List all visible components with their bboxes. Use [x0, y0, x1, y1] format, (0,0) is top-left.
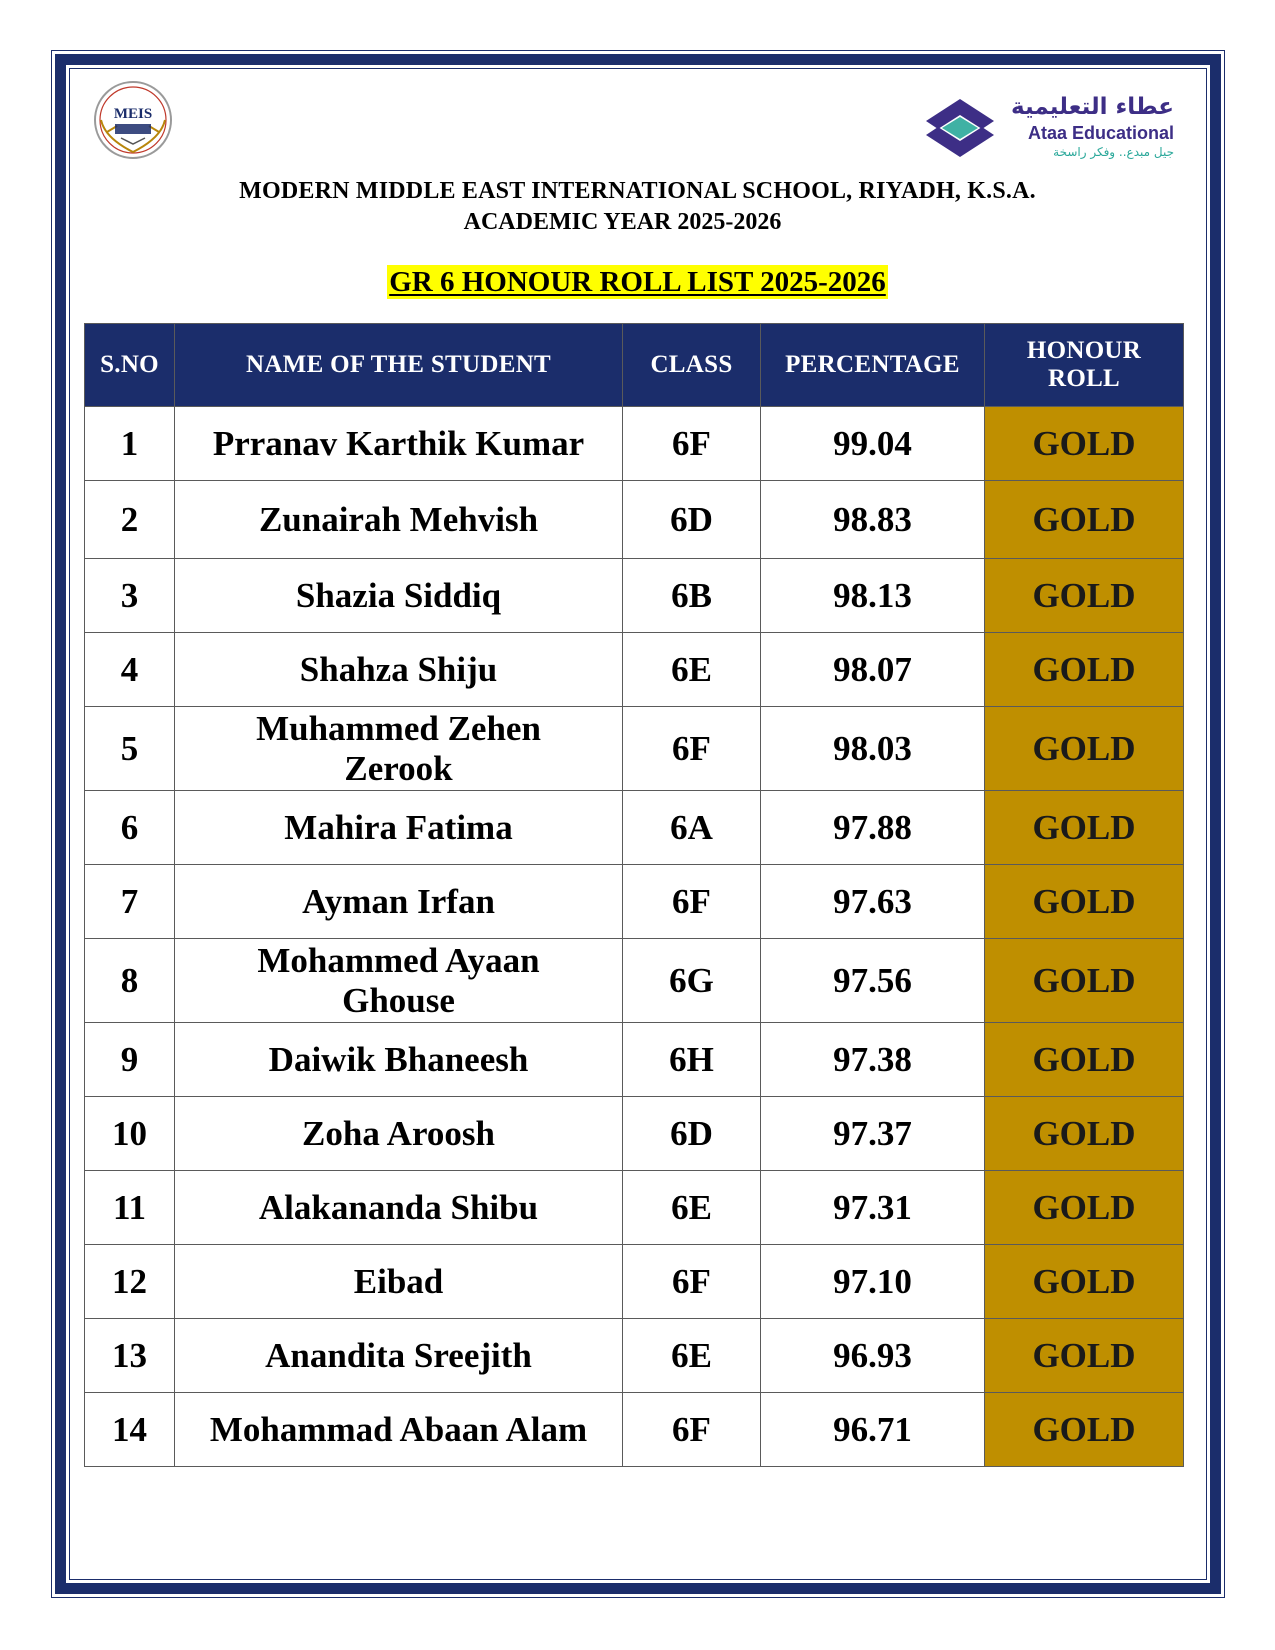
cell-name: Mohammad Abaan Alam [175, 1393, 623, 1467]
ataa-mark-icon [920, 95, 1000, 161]
ataa-arabic-name: عطاء التعليمية [1011, 94, 1174, 120]
cell-percentage: 98.07 [761, 633, 985, 707]
cell-honour: GOLD [985, 633, 1184, 707]
table-row [85, 1097, 1184, 1171]
cell-class: 6F [623, 407, 761, 481]
cell-honour: GOLD [985, 707, 1184, 791]
cell-class: 6G [623, 939, 761, 1023]
cell-percentage: 96.71 [761, 1393, 985, 1467]
table-row [85, 1319, 1184, 1393]
cell-sno: 5 [85, 707, 175, 791]
cell-sno: 6 [85, 791, 175, 865]
cell-sno: 3 [85, 559, 175, 633]
cell-name: Eibad [175, 1245, 623, 1319]
cell-class: 6D [623, 1097, 761, 1171]
ataa-tagline: جيل مبدع.. وفكر راسخة [1053, 145, 1174, 159]
cell-name: Anandita Sreejith [175, 1319, 623, 1393]
cell-honour: GOLD [985, 865, 1184, 939]
table-row [85, 633, 1184, 707]
cell-name: Zunairah Mehvish [175, 481, 623, 559]
table-row [85, 939, 1184, 1023]
cell-name: Prranav Karthik Kumar [175, 407, 623, 481]
cell-class: 6B [623, 559, 761, 633]
table-row [85, 707, 1184, 791]
table-row [85, 791, 1184, 865]
cell-name: Mahira Fatima [175, 791, 623, 865]
cell-honour: GOLD [985, 481, 1184, 559]
cell-honour: GOLD [985, 1023, 1184, 1097]
cell-class: 6E [623, 1171, 761, 1245]
meis-logo-text: MEIS [113, 106, 153, 122]
ataa-educational-logo [920, 93, 1172, 165]
cell-name: Shazia Siddiq [175, 559, 623, 633]
table-header-row [85, 324, 1184, 407]
list-title: GR 6 HONOUR ROLL LIST 2025-2026 [389, 266, 886, 298]
cell-sno: 13 [85, 1319, 175, 1393]
cell-sno: 10 [85, 1097, 175, 1171]
cell-sno: 4 [85, 633, 175, 707]
cell-class: 6F [623, 707, 761, 791]
cell-sno: 11 [85, 1171, 175, 1245]
table-row [85, 865, 1184, 939]
cell-sno: 8 [85, 939, 175, 1023]
cell-class: 6D [623, 481, 761, 559]
cell-name: Alakananda Shibu [175, 1171, 623, 1245]
ataa-english-name: Ataa Educational [1027, 123, 1174, 143]
cell-honour: GOLD [985, 791, 1184, 865]
column-header-class: CLASS [623, 324, 761, 407]
column-header-sno: S.NO [85, 324, 175, 407]
cell-percentage: 99.04 [761, 407, 985, 481]
cell-class: 6F [623, 1393, 761, 1467]
cell-name: Zoha Aroosh [175, 1097, 623, 1171]
cell-name: Muhammed Zehen Zerook [175, 707, 623, 791]
cell-name: Shahza Shiju [175, 633, 623, 707]
cell-honour: GOLD [985, 559, 1184, 633]
table-row [85, 1023, 1184, 1097]
column-header-percentage: PERCENTAGE [761, 324, 985, 407]
cell-sno: 2 [85, 481, 175, 559]
academic-year: ACADEMIC YEAR 2025-2026 [463, 209, 782, 235]
cell-honour: GOLD [985, 407, 1184, 481]
cell-percentage: 97.38 [761, 1023, 985, 1097]
table-row [85, 1393, 1184, 1467]
cell-percentage: 97.37 [761, 1097, 985, 1171]
table-row [85, 559, 1184, 633]
cell-class: 6E [623, 1319, 761, 1393]
cell-name: Daiwik Bhaneesh [175, 1023, 623, 1097]
cell-sno: 1 [85, 407, 175, 481]
cell-percentage: 97.63 [761, 865, 985, 939]
cell-sno: 12 [85, 1245, 175, 1319]
cell-percentage: 98.13 [761, 559, 985, 633]
cell-percentage: 97.88 [761, 791, 985, 865]
cell-class: 6H [623, 1023, 761, 1097]
cell-class: 6F [623, 1245, 761, 1319]
cell-honour: GOLD [985, 1319, 1184, 1393]
cell-honour: GOLD [985, 1393, 1184, 1467]
column-header-name: NAME OF THE STUDENT [175, 324, 623, 407]
table-row [85, 1245, 1184, 1319]
table-row [85, 407, 1184, 481]
cell-percentage: 96.93 [761, 1319, 985, 1393]
honour-roll-table [84, 323, 1184, 1467]
cell-name: Ayman Irfan [175, 865, 623, 939]
cell-class: 6A [623, 791, 761, 865]
cell-sno: 14 [85, 1393, 175, 1467]
cell-class: 6F [623, 865, 761, 939]
cell-sno: 7 [85, 865, 175, 939]
cell-honour: GOLD [985, 1245, 1184, 1319]
column-header-honour-roll: HONOUR ROLL [985, 324, 1184, 407]
cell-sno: 9 [85, 1023, 175, 1097]
cell-percentage: 97.10 [761, 1245, 985, 1319]
cell-honour: GOLD [985, 1097, 1184, 1171]
cell-class: 6E [623, 633, 761, 707]
cell-percentage: 98.83 [761, 481, 985, 559]
list-title-container [0, 265, 1275, 299]
table-row [85, 1171, 1184, 1245]
cell-honour: GOLD [985, 939, 1184, 1023]
meis-school-logo [87, 80, 179, 162]
school-name: MODERN MIDDLE EAST INTERNATIONAL SCHOOL, RIYADH, K.S.A. [239, 178, 1036, 204]
table-row [85, 481, 1184, 559]
cell-honour: GOLD [985, 1171, 1184, 1245]
cell-name: Mohammed Ayaan Ghouse [175, 939, 623, 1023]
cell-percentage: 97.56 [761, 939, 985, 1023]
cell-percentage: 98.03 [761, 707, 985, 791]
cell-percentage: 97.31 [761, 1171, 985, 1245]
